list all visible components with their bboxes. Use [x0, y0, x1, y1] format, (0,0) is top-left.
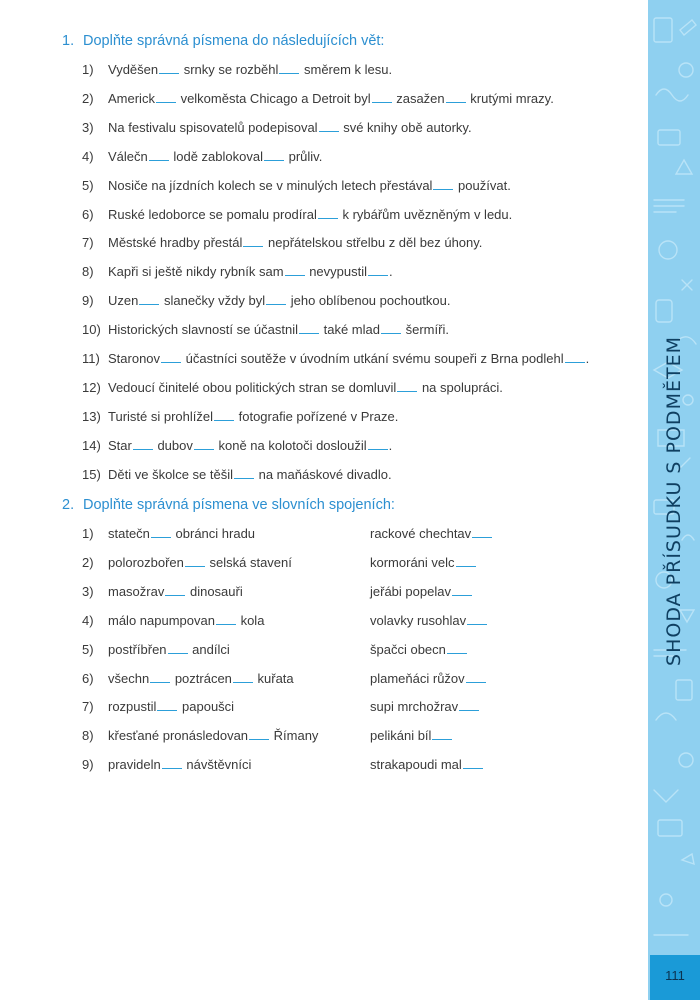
text-fragment: Děti ve školce se těšil — [108, 466, 233, 482]
phrase-right — [370, 698, 480, 716]
task-number: 1. — [62, 33, 75, 49]
text-fragment: své knihy obě autorky. — [339, 119, 472, 135]
blank-gap[interactable] — [161, 351, 181, 363]
phrase-item — [82, 612, 467, 630]
text-fragment: rackové chechtav — [370, 526, 472, 541]
text-fragment: málo napumpovan — [108, 612, 215, 628]
text-fragment: krutými mrazy. — [466, 90, 554, 106]
blank-gap[interactable] — [216, 613, 236, 625]
phrase-right — [370, 554, 477, 572]
text-fragment: šermíři. — [402, 322, 449, 338]
phrase-left — [108, 642, 230, 657]
phrase-left — [108, 555, 292, 570]
phrase-right — [370, 756, 484, 774]
item-number: 10) — [82, 322, 101, 338]
text-fragment: rozpustil — [108, 699, 157, 715]
blank-gap[interactable] — [299, 322, 319, 334]
text-fragment: průliv. — [284, 148, 323, 164]
item-number: 14) — [82, 437, 101, 453]
text-fragment: selská stavení — [205, 554, 292, 570]
text-fragment: . — [389, 264, 393, 280]
text-fragment: používat. — [454, 177, 511, 193]
text-fragment: Staronov — [108, 351, 161, 366]
blank-gap[interactable] — [157, 699, 177, 711]
text-fragment: nevypustil — [305, 264, 367, 280]
text-fragment: pelikáni bíl — [370, 728, 432, 744]
blank-gap[interactable] — [368, 264, 388, 276]
item-number: 2) — [82, 90, 94, 106]
item-number: 6) — [82, 670, 94, 686]
phrase-left — [108, 757, 251, 772]
item-number: 7) — [82, 235, 94, 251]
text-fragment: obránci hradu — [171, 526, 256, 541]
item-number: 3) — [82, 583, 94, 599]
blank-gap[interactable] — [447, 642, 467, 654]
blank-gap[interactable] — [463, 757, 483, 769]
blank-gap[interactable] — [162, 757, 182, 769]
sentence-item — [82, 379, 503, 397]
text-fragment: slanečky vždy byl — [160, 293, 266, 309]
text-fragment: fotografie pořízené v Praze. — [235, 408, 399, 424]
text-fragment: volavky rusohlav — [370, 612, 467, 628]
blank-gap[interactable] — [452, 584, 472, 596]
phrase-left — [108, 584, 243, 599]
text-fragment: Americk — [108, 90, 155, 106]
text-fragment: Římany — [270, 728, 319, 744]
text-fragment: supi mrchožrav — [370, 699, 459, 715]
text-fragment: Válečn — [108, 148, 148, 164]
phrase-item — [82, 583, 451, 601]
blank-gap[interactable] — [266, 293, 286, 305]
text-fragment: . — [388, 437, 393, 453]
item-number: 5) — [82, 177, 94, 193]
sentence-item — [82, 61, 392, 79]
phrase-right — [370, 641, 468, 659]
blank-gap[interactable] — [149, 149, 169, 161]
phrase-item — [82, 698, 459, 716]
sentence-item — [82, 350, 589, 368]
text-fragment: také mlad — [320, 322, 380, 338]
blank-gap[interactable] — [264, 149, 284, 161]
task-instruction: Doplňte správná písmena do následujících vět: — [83, 33, 385, 49]
text-fragment: křesťané pronásledovan — [108, 728, 249, 744]
phrase-right — [370, 670, 487, 688]
text-fragment: Turisté si prohlížel — [108, 408, 213, 424]
blank-gap[interactable] — [565, 351, 585, 363]
text-fragment: andílci — [188, 641, 230, 657]
text-fragment: Historických slavností se účastnil — [108, 322, 299, 338]
text-fragment: postříbřen — [108, 641, 167, 657]
blank-gap[interactable] — [139, 293, 159, 305]
text-fragment: Ruské ledoborce se pomalu prodíral — [108, 206, 317, 222]
text-fragment: papoušci — [178, 699, 235, 715]
item-number: 2) — [82, 554, 94, 570]
page-number-box — [650, 955, 700, 1000]
blank-gap[interactable] — [472, 526, 492, 538]
blank-gap[interactable] — [165, 584, 185, 596]
blank-gap[interactable] — [185, 555, 205, 567]
text-fragment: dubov — [153, 437, 193, 453]
item-number: 8) — [82, 264, 94, 280]
item-number: 9) — [82, 293, 94, 309]
sentence-item — [82, 321, 449, 339]
text-fragment: lodě zablokoval — [169, 148, 263, 164]
blank-gap[interactable] — [467, 613, 487, 625]
item-number: 4) — [82, 612, 94, 628]
item-number: 13) — [82, 408, 101, 424]
text-fragment: Nosiče na jízdních kolech se v minulých letech přestával — [108, 177, 433, 193]
item-number: 9) — [82, 757, 94, 773]
blank-gap[interactable] — [151, 526, 171, 538]
item-number: 5) — [82, 641, 94, 657]
text-fragment: velkoměsta Chicago a Detroit byl — [176, 90, 371, 106]
phrase-item — [82, 641, 446, 659]
item-number: 1) — [82, 526, 94, 541]
text-fragment: poztrácen — [171, 670, 232, 686]
text-fragment: Vyděšen — [108, 62, 159, 77]
item-number: 3) — [82, 119, 94, 135]
phrase-right — [370, 525, 493, 543]
item-number: 1) — [82, 62, 94, 77]
phrase-right — [370, 583, 473, 601]
item-number: 11) — [82, 351, 100, 366]
blank-gap[interactable] — [133, 438, 153, 450]
blank-gap[interactable] — [233, 671, 253, 683]
blank-gap[interactable] — [319, 120, 339, 132]
text-fragment: koně na kolotoči dosloužil — [214, 437, 367, 453]
text-fragment: strakapoudi mal — [370, 757, 462, 773]
task-2-heading — [62, 497, 395, 513]
text-fragment: Kapři si ještě nikdy rybník sam — [108, 264, 284, 280]
sentence-item — [82, 408, 398, 426]
sentence-item — [82, 148, 322, 166]
blank-gap[interactable] — [249, 728, 269, 740]
item-number: 12) — [82, 379, 101, 395]
sentence-item — [82, 263, 393, 281]
blank-gap[interactable] — [318, 207, 338, 219]
item-number: 4) — [82, 148, 94, 164]
blank-gap[interactable] — [214, 409, 234, 421]
blank-gap[interactable] — [243, 235, 263, 247]
task-number: 2. — [62, 497, 75, 513]
text-fragment: Na festivalu spisovatelů podepisoval — [108, 119, 318, 135]
text-fragment: kormoráni velc — [370, 554, 455, 570]
text-fragment: směrem k lesu. — [300, 62, 393, 77]
blank-gap[interactable] — [156, 91, 176, 103]
item-number: 6) — [82, 206, 94, 222]
text-fragment: Městské hradby přestál — [108, 235, 243, 251]
phrase-item — [82, 727, 432, 745]
blank-gap[interactable] — [432, 728, 452, 740]
chapter-title: SHODA PŘÍSUDKU S PODMĚTEM — [663, 336, 685, 666]
sentence-item — [82, 292, 450, 310]
text-fragment: dinosauři — [186, 583, 243, 599]
chapter-sidebar — [648, 0, 700, 1000]
blank-gap[interactable] — [456, 555, 476, 567]
text-fragment: Vedoucí činitelé obou politických stran se domluvil — [108, 379, 397, 395]
text-fragment: srnky se rozběhl — [180, 62, 279, 77]
blank-gap[interactable] — [397, 380, 417, 392]
text-fragment: polorozbořen — [108, 554, 184, 570]
phrase-item — [82, 756, 462, 774]
text-fragment: kola — [236, 612, 265, 628]
blank-gap[interactable] — [459, 699, 479, 711]
blank-gap[interactable] — [285, 264, 305, 276]
phrase-left — [108, 699, 234, 714]
sentence-item — [82, 206, 512, 224]
text-fragment: jeho oblíbenou pochoutkou. — [287, 293, 451, 309]
text-fragment: pravideln — [108, 757, 161, 773]
blank-gap[interactable] — [372, 91, 392, 103]
text-fragment: nepřátelskou střelbu z děl bez úhony. — [264, 235, 483, 251]
text-fragment: kuřata — [253, 670, 294, 686]
blank-gap[interactable] — [381, 322, 401, 334]
text-fragment: jeřábi popelav — [370, 583, 451, 599]
blank-gap[interactable] — [150, 671, 170, 683]
blank-gap[interactable] — [433, 178, 453, 190]
phrase-item — [82, 525, 472, 543]
blank-gap[interactable] — [368, 438, 388, 450]
text-fragment: zasažen — [392, 90, 445, 106]
phrase-right — [370, 612, 488, 630]
phrase-left — [108, 526, 255, 541]
phrase-right — [370, 727, 453, 745]
phrase-item — [82, 670, 465, 688]
text-fragment: k rybářům uvězněným v ledu. — [338, 206, 513, 222]
text-fragment: všechn — [108, 670, 150, 686]
text-fragment: Star — [108, 437, 132, 453]
text-fragment: statečn — [108, 526, 150, 541]
phrase-left — [108, 728, 318, 743]
sentence-item — [82, 90, 554, 108]
phrase-item — [82, 554, 455, 572]
phrase-left — [108, 613, 264, 628]
item-number: 8) — [82, 728, 94, 744]
text-fragment: návštěvníci — [182, 757, 252, 773]
sentence-item — [82, 119, 472, 137]
page-number: 111 — [665, 968, 685, 983]
phrase-left — [108, 671, 294, 686]
blank-gap[interactable] — [279, 62, 299, 74]
text-fragment: na spolupráci. — [418, 379, 503, 395]
sentence-item — [82, 437, 392, 455]
task-1-heading — [62, 33, 384, 49]
blank-gap[interactable] — [234, 467, 254, 479]
blank-gap[interactable] — [168, 642, 188, 654]
text-fragment: plameňáci růžov — [370, 670, 465, 686]
text-fragment: na maňáskové divadlo. — [255, 466, 392, 482]
sentence-item — [82, 234, 482, 252]
text-fragment: masožrav — [108, 583, 165, 599]
blank-gap[interactable] — [466, 671, 486, 683]
item-number: 15) — [82, 466, 101, 482]
task-instruction: Doplňte správná písmena ve slovních spojeních: — [83, 497, 395, 513]
text-fragment: . — [585, 351, 590, 366]
text-fragment: účastníci soutěže v úvodním utkání svému soupeři z Brna podlehl — [182, 351, 564, 366]
sentence-item — [82, 177, 511, 195]
blank-gap[interactable] — [194, 438, 214, 450]
item-number: 7) — [82, 699, 94, 715]
blank-gap[interactable] — [159, 62, 179, 74]
blank-gap[interactable] — [446, 91, 466, 103]
text-fragment: špačci obecn — [370, 641, 446, 657]
sentence-item — [82, 466, 392, 484]
text-fragment: Uzen — [108, 293, 139, 309]
